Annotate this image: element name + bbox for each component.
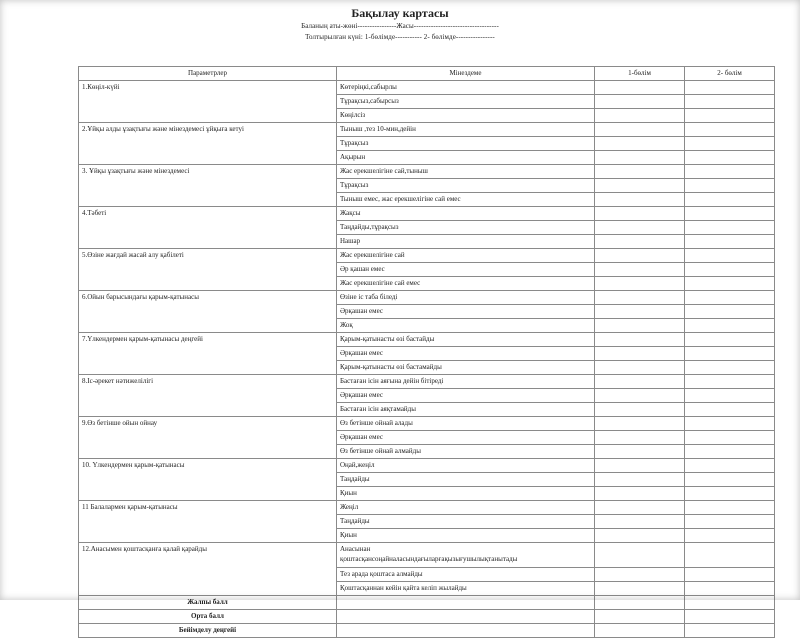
part1-cell[interactable] — [595, 403, 685, 417]
parameter-cell: 9.Өз бетінше ойын ойнау — [79, 417, 337, 459]
description-cell: Қарым-қатынасты өзі бастамайды — [337, 361, 595, 375]
table-row — [79, 417, 775, 431]
part1-cell[interactable] — [595, 151, 685, 165]
part1-cell[interactable] — [595, 445, 685, 459]
part1-cell[interactable] — [595, 319, 685, 333]
description-cell: Бастаған ісін аяғына дейін бітіреді — [337, 375, 595, 389]
part1-cell[interactable] — [595, 529, 685, 543]
part1-cell[interactable] — [595, 543, 685, 568]
part2-cell[interactable] — [685, 123, 775, 137]
description-cell: Бастаған ісін аяқтамайды — [337, 403, 595, 417]
description-cell: Жеңіл — [337, 501, 595, 515]
part2-cell[interactable] — [685, 291, 775, 305]
part2-cell[interactable] — [685, 459, 775, 473]
col-header-part1: 1-бөлім — [595, 67, 685, 81]
part1-cell[interactable] — [595, 165, 685, 179]
part2-cell[interactable] — [685, 431, 775, 445]
part1-cell[interactable] — [595, 459, 685, 473]
part2-cell[interactable] — [685, 403, 775, 417]
part1-cell[interactable] — [595, 431, 685, 445]
part1-cell[interactable] — [595, 501, 685, 515]
table-row — [79, 333, 775, 347]
part1-cell[interactable] — [595, 123, 685, 137]
part1-cell[interactable] — [595, 347, 685, 361]
part1-cell[interactable] — [595, 277, 685, 291]
table-header-row — [79, 67, 775, 81]
table-row — [79, 596, 775, 610]
part2-cell[interactable] — [685, 221, 775, 235]
part2-cell[interactable] — [685, 193, 775, 207]
part2-cell[interactable] — [685, 515, 775, 529]
part2-cell[interactable] — [685, 249, 775, 263]
parameter-cell: 3. Ұйқы ұзақтығы және мінездемесі — [79, 165, 337, 207]
child-name-age-line: Баланың аты-жөні----------------Жасы----------------------------------- — [301, 22, 499, 30]
part1-cell[interactable] — [595, 582, 685, 596]
table-row — [79, 207, 775, 221]
table-row — [79, 501, 775, 515]
description-cell: Қиын — [337, 487, 595, 501]
part2-cell[interactable] — [685, 109, 775, 123]
part1-cell[interactable] — [595, 221, 685, 235]
part2-cell[interactable] — [685, 445, 775, 459]
parameter-cell: 10. Үлкендермен қарым-қатынасы — [79, 459, 337, 501]
table-row — [79, 165, 775, 179]
description-cell: Таңдайды,тұрақсыз — [337, 221, 595, 235]
col-header-description: Мінездеме — [337, 67, 595, 81]
part2-cell[interactable] — [685, 610, 775, 624]
table-row — [79, 123, 775, 137]
part1-cell[interactable] — [595, 487, 685, 501]
table-row — [79, 624, 775, 638]
parameter-cell: 12.Анасымен қоштасқанға қалай қарайды — [79, 543, 337, 596]
part1-cell[interactable] — [595, 207, 685, 221]
part2-cell[interactable] — [685, 305, 775, 319]
description-cell: Тұрақсыз,сабырсыз — [337, 95, 595, 109]
part2-cell[interactable] — [685, 473, 775, 487]
part2-cell[interactable] — [685, 582, 775, 596]
footer-label-cell: Жалпы балл — [79, 596, 337, 610]
description-cell: Жас ерекшелігіне сай емес — [337, 277, 595, 291]
description-cell: Таңдайды — [337, 515, 595, 529]
part2-cell[interactable] — [685, 263, 775, 277]
col-header-parameters: Параметрлер — [79, 67, 337, 81]
part2-cell[interactable] — [685, 568, 775, 582]
part1-cell[interactable] — [595, 109, 685, 123]
description-cell: Әрқашан емес — [337, 305, 595, 319]
part2-cell[interactable] — [685, 487, 775, 501]
description-cell: Тұрақсыз — [337, 179, 595, 193]
part2-cell[interactable] — [685, 543, 775, 568]
part1-cell[interactable] — [595, 515, 685, 529]
parameter-cell: 2.Ұйқы алды ұзақтығы және мінездемесі ұйқыға кетуі — [79, 123, 337, 165]
parameter-cell: 5.Өзіне жағдай жасай алу қабілеті — [79, 249, 337, 291]
part2-cell[interactable] — [685, 624, 775, 638]
description-cell[interactable] — [337, 624, 595, 638]
table-row — [79, 459, 775, 473]
description-cell: Жас ерекшелігіне сай — [337, 249, 595, 263]
part2-cell[interactable] — [685, 165, 775, 179]
part1-cell[interactable] — [595, 568, 685, 582]
part2-cell[interactable] — [685, 81, 775, 95]
part2-cell[interactable] — [685, 529, 775, 543]
part1-cell[interactable] — [595, 417, 685, 431]
description-cell: Әрқашан емес — [337, 347, 595, 361]
description-cell[interactable] — [337, 610, 595, 624]
description-cell: Қоштасқаннан кейін қайта келіп жылайды — [337, 582, 595, 596]
table-row — [79, 375, 775, 389]
description-cell: Өз бетінше ойнай алмайды — [337, 445, 595, 459]
part1-cell[interactable] — [595, 235, 685, 249]
part1-cell[interactable] — [595, 389, 685, 403]
parameter-cell: 8.Іс-әрекет нәтижелілігі — [79, 375, 337, 417]
part2-cell[interactable] — [685, 501, 775, 515]
part1-cell[interactable] — [595, 596, 685, 610]
part1-cell[interactable] — [595, 610, 685, 624]
part1-cell[interactable] — [595, 305, 685, 319]
description-cell: Тыныш ,тез 10-мин,дейін — [337, 123, 595, 137]
description-cell: Анасынан қоштасқансоңайналасындағыларғақызығушылықтанытады — [337, 543, 595, 568]
part1-cell[interactable] — [595, 624, 685, 638]
part2-cell[interactable] — [685, 361, 775, 375]
description-cell: Көтеріңкі,сабырлы — [337, 81, 595, 95]
table-body — [79, 81, 775, 638]
part2-cell[interactable] — [685, 375, 775, 389]
col-header-part2: 2- бөлім — [685, 67, 775, 81]
part1-cell[interactable] — [595, 361, 685, 375]
part2-cell[interactable] — [685, 417, 775, 431]
description-cell: Ақырын — [337, 151, 595, 165]
fill-date-line: Толтырылған күні: 1-бөлімде----------- 2- бөлімде---------------- — [305, 33, 495, 41]
table-row — [79, 81, 775, 95]
part2-cell[interactable] — [685, 179, 775, 193]
part2-cell[interactable] — [685, 347, 775, 361]
table-row — [79, 543, 775, 568]
description-cell: Таңдайды — [337, 473, 595, 487]
observation-table — [78, 66, 775, 638]
parameter-cell: 7.Үлкендермен қарым-қатынасы деңгейі — [79, 333, 337, 375]
part2-cell[interactable] — [685, 277, 775, 291]
part1-cell[interactable] — [595, 291, 685, 305]
table-row — [79, 610, 775, 624]
part1-cell[interactable] — [595, 249, 685, 263]
description-cell: Көңілсіз — [337, 109, 595, 123]
part1-cell[interactable] — [595, 263, 685, 277]
part1-cell[interactable] — [595, 333, 685, 347]
part2-cell[interactable] — [685, 235, 775, 249]
part2-cell[interactable] — [685, 389, 775, 403]
part1-cell[interactable] — [595, 179, 685, 193]
part1-cell[interactable] — [595, 137, 685, 151]
part2-cell[interactable] — [685, 95, 775, 109]
description-cell: Оңай,жеңіл — [337, 459, 595, 473]
part2-cell[interactable] — [685, 319, 775, 333]
description-cell: Тұрақсыз — [337, 137, 595, 151]
part1-cell[interactable] — [595, 375, 685, 389]
description-cell: Тез арада қоштаса алмайды — [337, 568, 595, 582]
parameter-cell: 11 Балалармен қарым-қатынасы — [79, 501, 337, 543]
part2-cell[interactable] — [685, 596, 775, 610]
footer-label-cell: Бейімделу деңгейі — [79, 624, 337, 638]
part1-cell[interactable] — [595, 95, 685, 109]
description-cell: Жоқ — [337, 319, 595, 333]
part2-cell[interactable] — [685, 333, 775, 347]
description-cell: Нашар — [337, 235, 595, 249]
page-title: Бақылау картасы — [351, 6, 449, 20]
parameter-cell: 1.Көңіл-күйі — [79, 81, 337, 123]
parameter-cell: 4.Тәбеті — [79, 207, 337, 249]
table-row — [79, 249, 775, 263]
part2-cell[interactable] — [685, 151, 775, 165]
description-cell: Өзіне іс таба біледі — [337, 291, 595, 305]
part1-cell[interactable] — [595, 473, 685, 487]
part1-cell[interactable] — [595, 193, 685, 207]
description-cell: Әрқашан емес — [337, 389, 595, 403]
description-cell: Қарым-қатынасты өзі бастайды — [337, 333, 595, 347]
description-cell: Қиын — [337, 529, 595, 543]
description-cell[interactable] — [337, 596, 595, 610]
part2-cell[interactable] — [685, 207, 775, 221]
description-cell: Тыныш емес, жас ерекшелігіне сай емес — [337, 193, 595, 207]
description-cell: Әрқашан емес — [337, 431, 595, 445]
description-cell: Жақсы — [337, 207, 595, 221]
part2-cell[interactable] — [685, 137, 775, 151]
description-cell: Жас ерекшелігіне сай,тыныш — [337, 165, 595, 179]
part1-cell[interactable] — [595, 81, 685, 95]
parameter-cell: 6.Ойын барысындағы қарым-қатынасы — [79, 291, 337, 333]
description-cell: Өз бетінше ойнай алады — [337, 417, 595, 431]
description-cell: Әр қашан емес — [337, 263, 595, 277]
footer-label-cell: Орта балл — [79, 610, 337, 624]
table-row — [79, 291, 775, 305]
